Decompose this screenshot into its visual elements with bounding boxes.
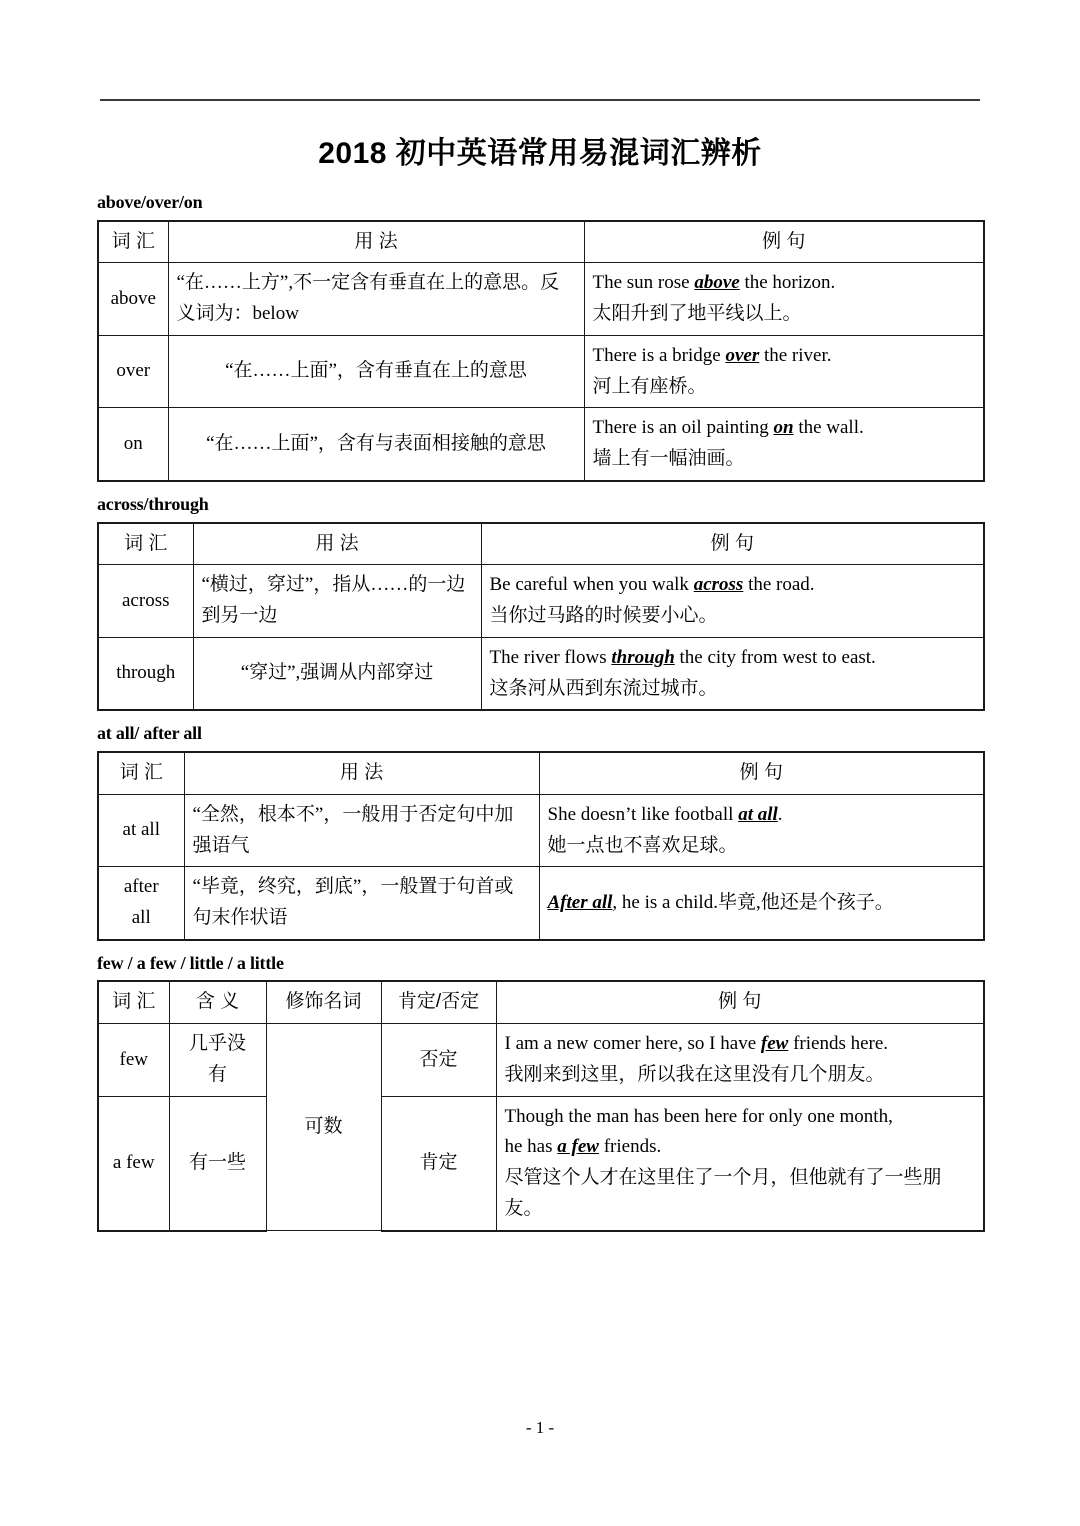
cell-modifies: 可数: [266, 1024, 381, 1231]
column-header-polarity: 肯定/否定: [381, 981, 496, 1023]
example-suffix: the city from west to east.: [674, 646, 876, 668]
cell-word: a few: [98, 1096, 169, 1231]
example-prefix: There is a bridge: [592, 344, 726, 366]
cell-usage: “在……上面”，含有与表面相接触的意思: [168, 408, 584, 481]
table-row: [98, 263, 984, 336]
column-header-example: 例 句: [584, 221, 984, 263]
page-title: 2018 初中英语常用易混词汇辨析: [318, 137, 762, 170]
example-suffix: friends here.: [788, 1033, 889, 1055]
cell-word: at all: [98, 794, 184, 867]
cell-word: across: [98, 565, 193, 638]
example-sentence-en: [505, 1029, 976, 1060]
example-keyword: at all: [738, 803, 778, 825]
example-prefix: There is an oil painting: [592, 417, 774, 439]
example-suffix: the horizon.: [739, 272, 836, 294]
example-sentence-en: [593, 341, 976, 372]
example-keyword: through: [611, 646, 675, 668]
table-at-all-after-all: [97, 751, 985, 941]
cell-example: [584, 408, 984, 481]
cell-word-line1: after: [123, 876, 159, 898]
column-header-usage: 用 法: [184, 752, 539, 794]
example-keyword: a few: [557, 1136, 599, 1158]
section-heading-few-a-few: few / a few / little / a little: [97, 952, 284, 973]
document-content: [97, 192, 983, 1244]
example-sentence-cn: 我刚来到这里，所以我在这里没有几个朋友。: [504, 1063, 885, 1085]
example-keyword: on: [773, 417, 794, 439]
cell-polarity: 肯定: [381, 1096, 496, 1231]
table-row: [98, 867, 984, 940]
example-prefix: Be careful when you walk: [489, 574, 694, 596]
table-header-row: [98, 523, 984, 565]
cell-example: [481, 637, 984, 710]
column-header-example: 例 句: [496, 981, 984, 1023]
cell-example: [539, 867, 984, 940]
example-prefix: I am a new comer here, so I have: [504, 1033, 761, 1055]
cell-example: [584, 335, 984, 408]
page-number-footer: - 1 -: [525, 1418, 555, 1437]
example-sentence-en: [593, 268, 976, 299]
example-suffix: the river.: [759, 344, 832, 366]
cell-example: [496, 1096, 984, 1231]
example-prefix: She doesn’t like football: [547, 803, 739, 825]
section-heading-above-over-on: above/over/on: [97, 192, 203, 212]
table-across-through: [97, 522, 985, 712]
column-header-word: 词 汇: [98, 221, 168, 263]
cell-usage: “毕竟，终究，到底”，一般置于句首或句末作状语: [184, 867, 539, 940]
table-above-over-on: [97, 220, 985, 482]
cell-meaning-line1: 几乎没: [188, 1033, 246, 1055]
cell-word: over: [98, 335, 168, 408]
table-row: [98, 637, 984, 710]
example-sentence-cn: 尽管这个人才在这里住了一个月，但他就有了一些朋友。: [504, 1167, 942, 1219]
example-suffix: the road.: [743, 574, 815, 596]
table-row: [98, 408, 984, 481]
cell-polarity: 否定: [381, 1024, 496, 1097]
section-heading-at-all-after-all: at all/ after all: [97, 723, 202, 744]
cell-usage: “在……上方”,不一定含有垂直在上的意思。反义词为：below: [168, 263, 584, 336]
cell-meaning-line2: 有: [207, 1063, 227, 1085]
column-header-usage: 用 法: [168, 221, 584, 263]
example-suffix: the wall.: [793, 417, 864, 439]
cell-word: [98, 867, 184, 940]
example-prefix: The river flows: [489, 646, 612, 668]
cell-usage: “在……上面”，含有垂直在上的意思: [168, 335, 584, 408]
example-sentence-cn: 这条河从西到东流过城市。: [489, 677, 718, 699]
table-row: [98, 794, 984, 867]
column-header-modifies: 修饰名词: [266, 981, 381, 1023]
example-sentence-cn: 墙上有一幅油画。: [592, 448, 745, 470]
example-sentence-en: [490, 643, 976, 674]
table-header-row: [98, 981, 984, 1023]
table-row: [98, 1024, 984, 1097]
example-sentence-en: [548, 888, 976, 919]
cell-example: [496, 1024, 984, 1097]
column-header-example: 例 句: [481, 523, 984, 565]
example-keyword: above: [694, 272, 740, 294]
example-keyword: few: [760, 1033, 789, 1055]
table-row: [98, 335, 984, 408]
table-few-a-few: [97, 980, 985, 1231]
example-prefix: The sun rose: [592, 272, 695, 294]
cell-example: [584, 263, 984, 336]
cell-word: on: [98, 408, 168, 481]
example-sentence-en: [593, 413, 976, 444]
example-sentence-en-line1: Though the man has been here for only one month,: [504, 1105, 893, 1127]
column-header-word: 词 汇: [98, 523, 193, 565]
table-header-row: [98, 221, 984, 263]
column-header-word: 词 汇: [98, 752, 184, 794]
column-header-meaning: 含 义: [169, 981, 266, 1023]
example-suffix: .: [777, 803, 783, 825]
cell-meaning: [169, 1024, 266, 1097]
example-keyword: across: [693, 574, 744, 596]
example-suffix: friends.: [598, 1136, 662, 1158]
example-keyword: After all: [547, 891, 613, 913]
example-sentence-en-line2: [505, 1132, 976, 1163]
cell-example: [539, 794, 984, 867]
example-suffix: , he is a child.毕竟,他还是个孩子。: [612, 891, 894, 913]
example-sentence-cn: 她一点也不喜欢足球。: [547, 834, 738, 856]
column-header-usage: 用 法: [193, 523, 481, 565]
example-sentence-en: [490, 570, 976, 601]
cell-usage: “横过，穿过”，指从……的一边到另一边: [193, 565, 481, 638]
table-row: [98, 1096, 984, 1231]
column-header-word: 词 汇: [98, 981, 169, 1023]
header-rule: [100, 99, 980, 101]
cell-word: few: [98, 1024, 169, 1097]
example-sentence-cn: 河上有座桥。: [592, 375, 707, 397]
section-heading-across-through: across/through: [97, 493, 209, 514]
example-sentence-en: [548, 800, 976, 831]
cell-word: through: [98, 637, 193, 710]
table-row: [98, 565, 984, 638]
example-prefix: he has: [504, 1136, 558, 1158]
example-sentence-cn: 当你过马路的时候要小心。: [489, 605, 718, 627]
column-header-example: 例 句: [539, 752, 984, 794]
cell-meaning: 有一些: [169, 1096, 266, 1231]
cell-example: [481, 565, 984, 638]
table-header-row: [98, 752, 984, 794]
cell-usage: “全然，根本不”，一般用于否定句中加强语气: [184, 794, 539, 867]
cell-word: above: [98, 263, 168, 336]
example-sentence-cn: 太阳升到了地平线以上。: [592, 303, 802, 325]
cell-usage: “穿过”,强调从内部穿过: [193, 637, 481, 710]
cell-word-line2: all: [131, 907, 151, 929]
example-keyword: over: [725, 344, 760, 366]
